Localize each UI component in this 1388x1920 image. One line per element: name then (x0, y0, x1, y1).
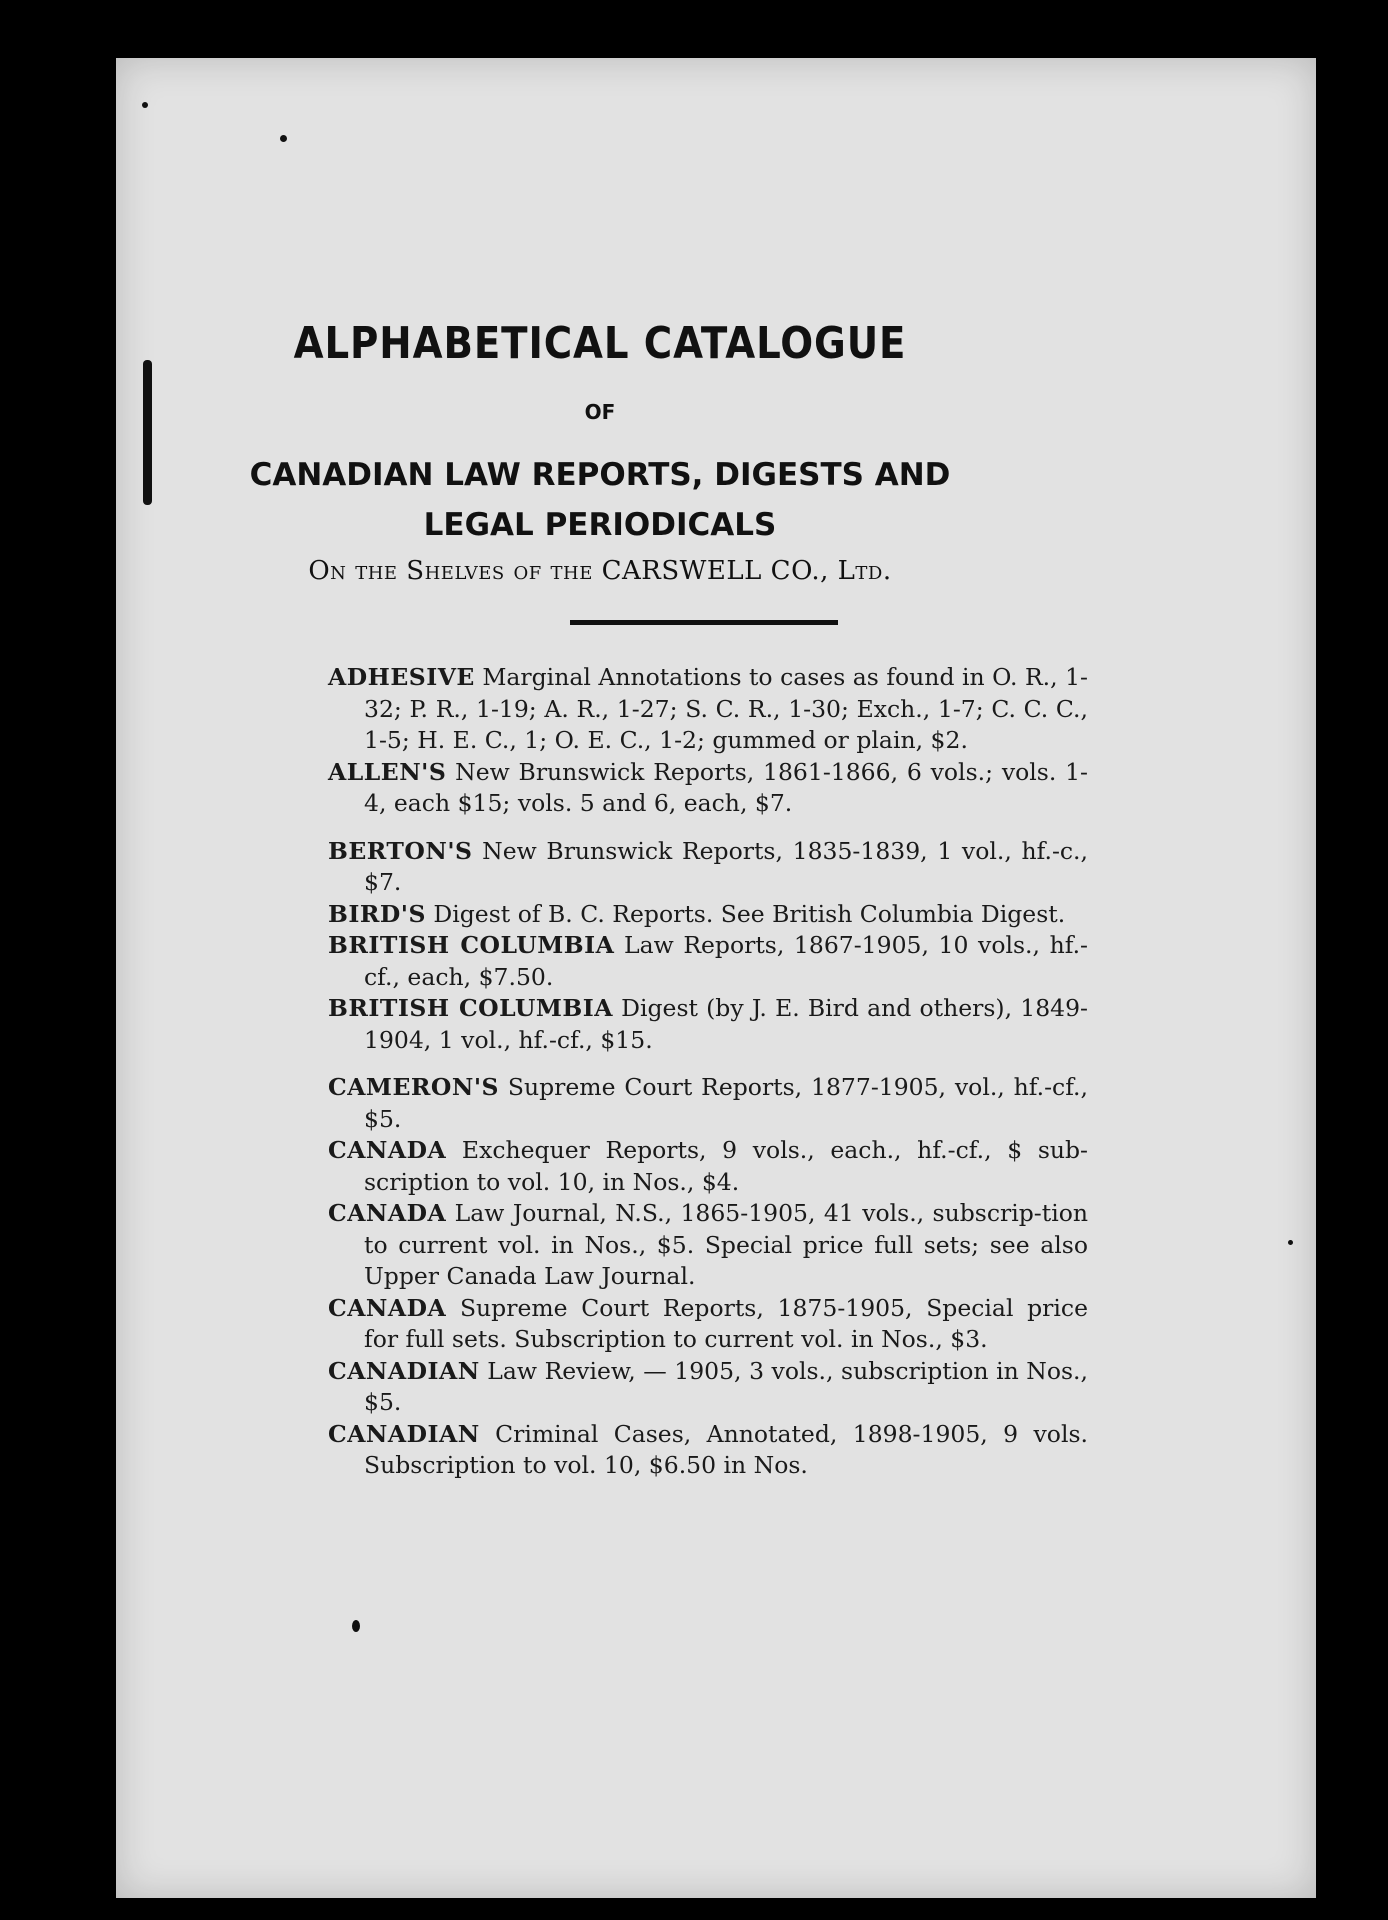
entry-head: CAMERON'S (328, 1073, 500, 1101)
section-gap (328, 820, 1088, 836)
catalogue-entry (328, 930, 1088, 993)
entry-head: CANADA (328, 1136, 447, 1164)
entry-head: CANADIAN (328, 1356, 480, 1385)
catalogue-entry (328, 1135, 1088, 1198)
entry-head: CANADA (328, 1199, 447, 1227)
entry-head: CANADA (328, 1293, 447, 1322)
entry-text: Law Reports, 1867-1905, 10 vols., hf.-cf., each, $7.50. (364, 931, 1088, 991)
catalogue-entry (328, 1356, 1088, 1419)
entry-text: Marginal Annotations to cases as found in O. R., 1-32; P. R., 1-19; A. R., 1-27; S. C. R., 1-30; Exch., 1-7; C. C. C., 1-5; H. E. C., 1; O. E. C., 1-2; gummed or plain, $2. (364, 663, 1088, 754)
entry-head: CANADIAN (328, 1419, 480, 1448)
entry-text: Criminal Cases, Annotated, 1898-1905, 9 vols. Subscription to vol. 10, $6.50 in Nos. (364, 1419, 1088, 1479)
catalogue-entry (328, 757, 1088, 820)
catalogue-entry (328, 1419, 1088, 1482)
title-of: OF (584, 400, 616, 424)
catalogue-entry (328, 899, 1088, 931)
catalogue-entry (328, 1198, 1088, 1293)
margin-mark (143, 360, 152, 505)
entry-text: Supreme Court Reports, 1877-1905, vol., hf.-cf., $5. (364, 1073, 1088, 1133)
entry-text: Supreme Court Reports, 1875-1905, Special price for full sets. Subscription to current vol. in Nos., $3. (364, 1293, 1088, 1353)
entry-text: Digest of B. C. Reports. See British Columbia Digest. (425, 899, 1066, 928)
catalogue-entry (328, 1293, 1088, 1356)
catalogue-entry (328, 836, 1088, 899)
catalogue-entry (328, 1072, 1088, 1135)
publisher-line: On the Shelves of the CARSWELL CO., Ltd. (308, 556, 892, 586)
divider-rule (570, 620, 838, 625)
ink-speck (1288, 1240, 1293, 1245)
catalogue-entries (328, 662, 1088, 1482)
entry-text: Law Review, — 1905, 3 vols., subscription in Nos., $5. (364, 1356, 1088, 1416)
catalogue-entry (328, 662, 1088, 757)
entry-head: ADHESIVE (328, 663, 475, 691)
catalogue-subtitle: CANADIAN LAW REPORTS, DIGESTS AND LEGAL PERIODICALS (249, 457, 951, 543)
entry-head: BIRD'S (328, 899, 426, 928)
entry-head: BRITISH COLUMBIA (328, 994, 613, 1022)
section-gap (328, 1056, 1088, 1072)
entry-head: BERTON'S (328, 836, 473, 865)
catalogue-entry (328, 993, 1088, 1056)
ink-speck (142, 102, 148, 108)
entry-text: Exchequer Reports, 9 vols., each., hf.-cf., $ sub-scription to vol. 10, in Nos., $4. (364, 1136, 1088, 1196)
ink-speck (352, 1620, 360, 1632)
entry-head: ALLEN'S (328, 757, 447, 786)
entry-text: Digest (by J. E. Bird and others), 1849-1904, 1 vol., hf.-cf., $15. (364, 994, 1089, 1054)
entry-text: Law Journal, N.S., 1865-1905, 41 vols., subscrip-tion to current vol. in Nos., $5. Special price full sets; see also Upper Canada Law Journal. (364, 1199, 1088, 1290)
entry-text: New Brunswick Reports, 1835-1839, 1 vol., hf.-c., $7. (364, 836, 1088, 896)
entry-head: BRITISH COLUMBIA (328, 931, 615, 959)
catalogue-title: ALPHABETICAL CATALOGUE (293, 318, 907, 369)
ink-speck (280, 135, 287, 142)
entry-text: New Brunswick Reports, 1861-1866, 6 vols.; vols. 1-4, each $15; vols. 5 and 6, each, $7. (364, 757, 1088, 817)
